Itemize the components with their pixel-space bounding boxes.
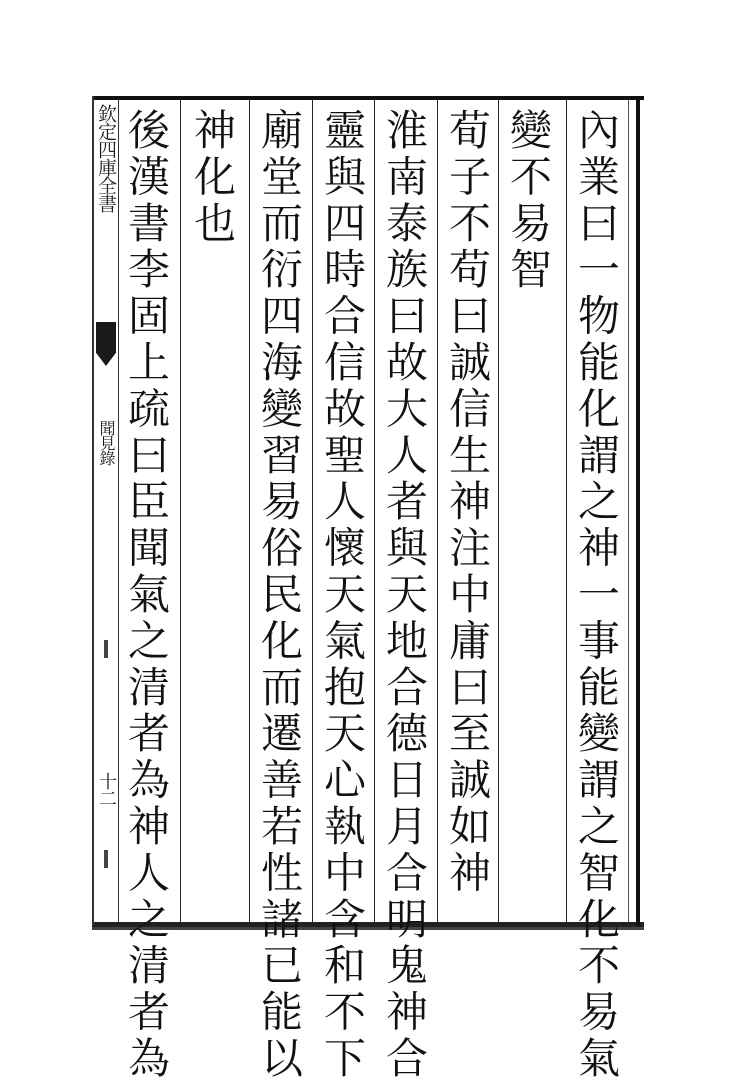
margin-tick-mark <box>104 640 108 658</box>
frame-bottom-border <box>92 922 644 927</box>
text-column-2: 變不易智 <box>504 108 553 294</box>
column-separator <box>566 100 567 922</box>
text-column-4: 淮南泰族曰故大人者與天地合德日月合明鬼神合 <box>380 108 429 1082</box>
column-separator <box>498 100 499 922</box>
margin-page-number: 十二 <box>96 772 117 806</box>
margin-tick-mark <box>104 850 108 868</box>
frame-top-border <box>92 96 644 100</box>
column-separator <box>374 100 375 922</box>
frame-right-inner-line <box>628 100 629 922</box>
column-separator <box>180 100 181 922</box>
text-column-6: 廟堂而衍四海變習易俗民化而遷善若性諸已能以 <box>255 108 304 1082</box>
text-column-8: 後漢書李固上疏曰臣聞氣之清者為神人之清者為 <box>122 108 171 1082</box>
text-column-3: 荀子不苟曰誠信生神注中庸曰至誠如神 <box>443 108 492 897</box>
text-column-7: 神化也 <box>188 108 237 248</box>
column-separator <box>249 100 250 922</box>
frame-right-border <box>636 96 640 926</box>
margin-section-title: 聞見錄 <box>97 420 116 465</box>
text-column-5: 靈與四時合信故聖人懷天氣抱天心執中含和不下 <box>318 108 367 1082</box>
margin-book-title: 欽定四庫全書 <box>95 104 117 212</box>
text-column-1: 內業曰一物能化謂之神一事能變謂之智化不易氣 <box>572 108 621 1082</box>
column-separator <box>437 100 438 922</box>
column-separator <box>312 100 313 922</box>
